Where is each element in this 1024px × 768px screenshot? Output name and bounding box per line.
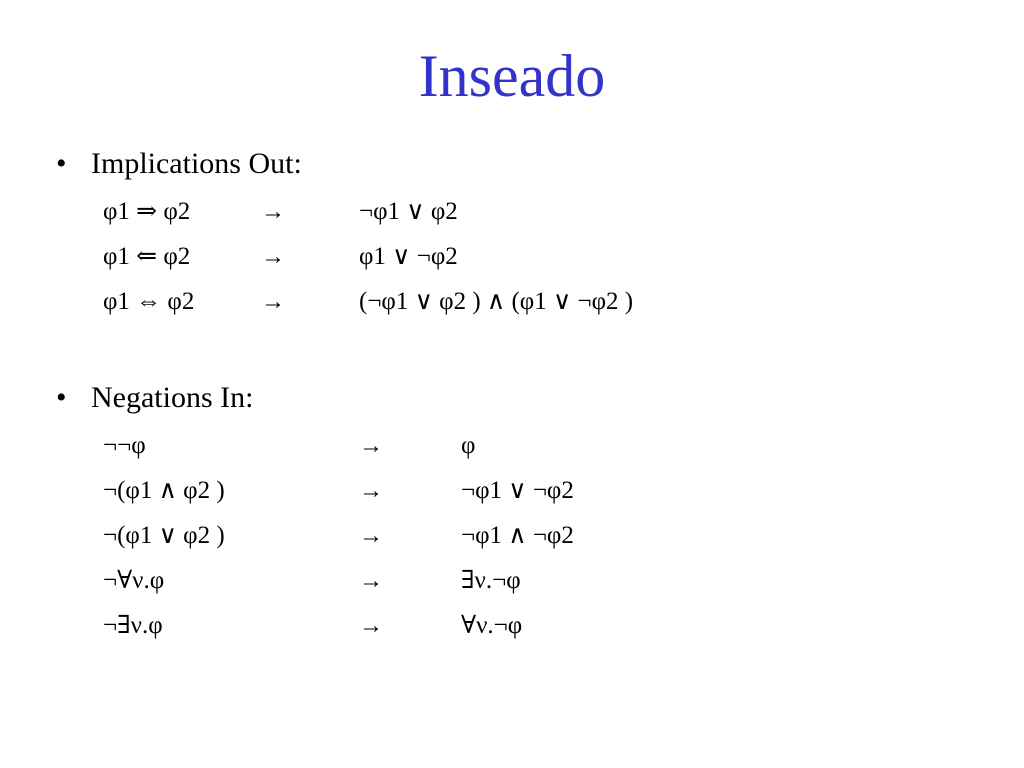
- formula-rhs: φ1 ∨ ¬φ2: [359, 243, 458, 270]
- formula-lhs: ¬¬φ: [103, 432, 146, 459]
- bullet-negations-in: [56, 380, 253, 416]
- rewrite-arrow: →: [359, 478, 383, 504]
- formula-row: [0, 476, 1024, 506]
- bullet-dot: •: [56, 147, 67, 180]
- formula-lhs: ¬∃ν.φ: [103, 612, 163, 639]
- formula-lhs: φ1 ⇒ φ2: [103, 198, 191, 225]
- section-heading: Implications Out:: [91, 147, 302, 180]
- rewrite-arrow: →: [261, 199, 285, 225]
- rewrite-arrow: →: [359, 613, 383, 639]
- formula-rhs: φ: [461, 432, 476, 459]
- rewrite-arrow: →: [261, 289, 285, 315]
- formula-rhs: ¬φ1 ∨ ¬φ2: [461, 477, 574, 504]
- formula-lhs: φ1 ⇐ φ2: [103, 243, 191, 270]
- formula-lhs: ¬(φ1 ∨ φ2 ): [103, 522, 225, 549]
- formula-lhs: φ1 ⇔ φ2: [103, 288, 195, 315]
- formula-lhs: ¬(φ1 ∧ φ2 ): [103, 477, 225, 504]
- formula-row: [0, 566, 1024, 596]
- formula-rhs: ∃ν.¬φ: [461, 567, 521, 594]
- formula-row: [0, 521, 1024, 551]
- formula-rhs: (¬φ1 ∨ φ2 ) ∧ (φ1 ∨ ¬φ2 ): [359, 288, 634, 315]
- formula-row: [0, 431, 1024, 461]
- formula-row: [0, 287, 1024, 317]
- formula-row: [0, 611, 1024, 641]
- formula-row: [0, 242, 1024, 272]
- rewrite-arrow: →: [359, 568, 383, 594]
- slide-title: Inseado: [418, 43, 606, 109]
- formula-rhs: ¬φ1 ∨ φ2: [359, 198, 458, 225]
- bullet-dot: •: [56, 381, 67, 414]
- rewrite-arrow: →: [359, 523, 383, 549]
- formula-row: [0, 197, 1024, 227]
- formula-rhs: ¬φ1 ∧ ¬φ2: [461, 522, 574, 549]
- section-heading: Negations In:: [91, 381, 254, 414]
- bullet-implications-out: [56, 146, 302, 182]
- rewrite-arrow: →: [359, 433, 383, 459]
- formula-lhs: ¬∀ν.φ: [103, 567, 165, 594]
- rewrite-arrow: →: [261, 244, 285, 270]
- formula-rhs: ∀ν.¬φ: [461, 612, 523, 639]
